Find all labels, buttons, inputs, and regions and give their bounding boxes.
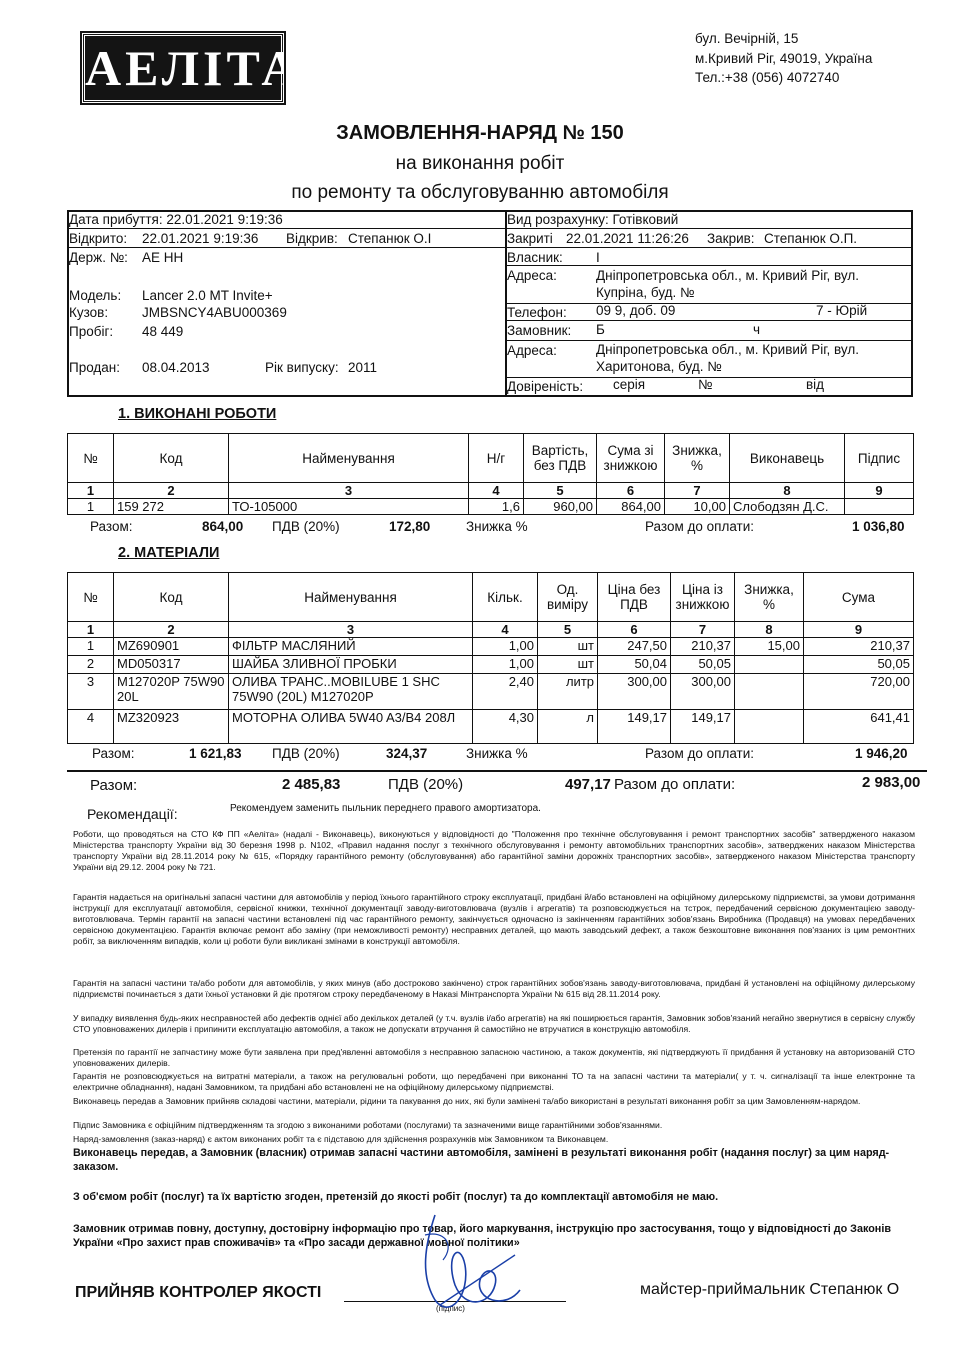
mat-cell: шт — [538, 638, 598, 656]
mat-cell: 1,00 — [473, 638, 538, 656]
works-col-hours: Н/г — [469, 434, 524, 483]
mat-cell: 1 — [68, 638, 114, 656]
closed-label: Закриті — [507, 231, 553, 246]
works-cell: 10,00 — [665, 499, 730, 515]
table-row — [68, 674, 914, 710]
mat-cell: 300,00 — [598, 674, 671, 710]
mat-col-unit: Од. виміру — [538, 573, 598, 622]
model-label: Модель: — [69, 288, 122, 303]
mat-colnum: 3 — [229, 622, 473, 638]
phone-label: Телефон: — [507, 305, 567, 320]
works-col-executor: Виконавець — [730, 434, 845, 483]
mat-cell: ОЛИВА ТРАНС..MOBILUBE 1 SHC 75W90 (20L) M127020P — [229, 674, 473, 710]
customer-value: Б — [596, 322, 605, 337]
works-section-title: 1. ВИКОНАНІ РОБОТИ — [118, 406, 277, 422]
terms-paragraph-9: Наряд-замовлення (заказ-наряд) є актом виконаних робіт та є підставою для здійснення розрахунків між Замовником та Виконавцем. — [73, 1134, 609, 1144]
owner-label: Власник: — [507, 250, 563, 265]
company-phone: Тел.:+38 (056) 4072740 — [695, 70, 840, 85]
works-colnum: 3 — [229, 483, 469, 499]
mat-colnum: 7 — [671, 622, 735, 638]
works-col-code: Код — [114, 434, 229, 483]
materials-discount-label: Знижка % — [466, 746, 528, 761]
customer-value-end: ч — [753, 322, 761, 337]
customer-address-label: Адреса: — [507, 343, 557, 358]
customer-label: Замовник: — [507, 323, 572, 338]
mat-cell: 149,17 — [671, 710, 735, 744]
mat-cell: 2 — [68, 656, 114, 674]
works-pay-value: 1 036,80 — [852, 519, 905, 534]
works-cell: 960,00 — [524, 499, 597, 515]
works-total-value: 864,00 — [202, 519, 244, 534]
opened-by-value: Степанюк О.І — [348, 231, 432, 246]
works-cell: 864,00 — [597, 499, 665, 515]
mat-cell — [735, 656, 804, 674]
mileage-value: 48 449 — [142, 324, 184, 339]
table-row — [68, 638, 914, 656]
company-logo: АЕЛІТА — [82, 33, 284, 103]
plate-label: Держ. №: — [69, 250, 128, 265]
terms-paragraph-1: Роботи, що проводяться на СТО КФ ПП «Аеліта» (надалі - Виконавець), виконуються у відповідності до "Положення про технічне обслуговування і ремонт транспортних засобів" затвердженого наказом Міністерства транспорту України від 30 березня 1998 р. N102, «Правил надання послуг з технічного обслуговування і ремонту автомобільних транспортних засобів», затверджених наказом Міністерства транспорту України від 28.11.2014 року № 615, «Порядку гарантійного ремонту (обслуговування) або гарантійної заміни дорожніх транспортних засобів», затвердженого наказом Міністерства транспорту України від 29.12. 2004 року № 721. — [73, 829, 915, 872]
mat-cell: 300,00 — [671, 674, 735, 710]
company-address-street: бул. Вечірній, 15 — [695, 31, 799, 46]
owner-address-line1: Дніпропетровська обл., м. Кривий Ріг, вул. — [596, 268, 859, 283]
terms-paragraph-8: Підпис Замовника є офіційним підтвердженням та згодою з виконаними роботами (послугами) та зазначеними вище гарантійними зобов'язаннями. — [73, 1120, 663, 1130]
mat-cell: 210,37 — [804, 638, 914, 656]
materials-section-title: 2. МАТЕРІАЛИ — [118, 545, 220, 561]
works-cell: ТО-105000 — [229, 499, 469, 515]
works-col-discounted: Сума зі знижкою — [597, 434, 665, 483]
works-pay-label: Разом до оплати: — [645, 519, 755, 534]
sold-value: 08.04.2013 — [142, 360, 210, 375]
table-row — [68, 656, 914, 674]
works-vat-label: ПДВ (20%) — [272, 519, 340, 534]
year-value: 2011 — [348, 360, 378, 375]
mat-col-name: Найменування — [229, 573, 473, 622]
works-vat-value: 172,80 — [389, 519, 431, 534]
body-label: Кузов: — [69, 305, 109, 320]
phone-contact: 7 - Юрій — [816, 303, 868, 318]
mat-cell: 4 — [68, 710, 114, 744]
signature-image — [395, 1205, 535, 1325]
mat-col-qty: Кільк. — [473, 573, 538, 622]
works-colnum: 8 — [730, 483, 845, 499]
signature-hint: (підпис) — [436, 1304, 465, 1313]
grand-vat-value: 497,17 — [565, 776, 611, 793]
closed-value: 22.01.2021 11:26:26 — [566, 231, 689, 246]
opened-by-label: Відкрив: — [286, 231, 338, 246]
mat-col-discount: Знижка, % — [735, 573, 804, 622]
works-colnum: 4 — [469, 483, 524, 499]
grand-total-label: Разом: — [90, 777, 138, 794]
mat-cell: MZ320923 — [114, 710, 229, 744]
mat-colnum: 2 — [114, 622, 229, 638]
opened-label: Відкрито: — [69, 231, 128, 246]
year-label: Рік випуску: — [265, 360, 339, 375]
mat-cell: 50,05 — [671, 656, 735, 674]
terms-bold-3: Замовник отримав повну, доступну, достовірну інформацію про товар, його маркування, інструкцію про застосування, тощо у відповідності до Законів України «Про захист прав споживачів» та «Про засади державної мовної політики» — [73, 1223, 891, 1249]
works-col-discount: Знижка, % — [665, 434, 730, 483]
closed-by-label: Закрив: — [707, 231, 755, 246]
grand-vat-label: ПДВ (20%) — [388, 776, 464, 793]
mat-cell: 4,30 — [473, 710, 538, 744]
terms-paragraph-5: Претензія по гарантії не запчастину може бути заявлена при пред'явленні автомобіля з несправною запасною частиною, а також документів, які підтверджують її придбання й установку на авторизованій СТО уповноважених дилерів. — [73, 1047, 915, 1068]
materials-vat-label: ПДВ (20%) — [272, 746, 340, 761]
recommendations-text: Рекомендуем заменить пыльник переднего правого амортизатора. — [230, 803, 541, 814]
materials-total-label: Разом: — [92, 746, 135, 761]
table-row — [68, 499, 914, 515]
body-value: JMBSNCY4ABU000369 — [142, 305, 287, 320]
arrival-date: Дата прибуття: 22.01.2021 9:19:36 — [69, 212, 283, 227]
mat-cell: 2,40 — [473, 674, 538, 710]
mat-cell: 3 — [68, 674, 114, 710]
owner-address-label: Адреса: — [507, 268, 557, 283]
works-cell — [845, 499, 914, 515]
works-cell: Слободзян Д.С. — [730, 499, 845, 515]
mat-cell: MZ690901 — [114, 638, 229, 656]
mat-colnum: 4 — [473, 622, 538, 638]
quality-controller-label: ПРИЙНЯВ КОНТРОЛЕР ЯКОСТІ — [75, 1284, 322, 1301]
poa-from: від — [806, 377, 825, 392]
terms-bold-2: З об'ємом робіт (послуг) та їх вартістю згоден, претензій до якості робіт (послуг) та до комплектації автомобіля не маю. — [73, 1191, 719, 1203]
mat-cell — [735, 710, 804, 744]
works-cell: 159 272 — [114, 499, 229, 515]
works-col-num: № — [68, 434, 114, 483]
works-col-name: Найменування — [229, 434, 469, 483]
mat-col-num: № — [68, 573, 114, 622]
sold-label: Продан: — [69, 360, 121, 375]
owner-value: І — [596, 250, 600, 265]
terms-paragraph-2: Гарантія надається на оригінальні запасні частини для автомобілів у період їхнього гарантійного строку експлуатації, придбані й/або встановлені на офіційному дилерському підприємстві, за умови дотримання інструкції для експлуатації автомобіля, сервісної книжки, технічної документації заводу-виготовлювача (вузлів і агрегатів) та розповсюджується на тстрок, передбачений сервісною документацією заводу-виготовлювача. Термін гарантії на запасні частини встановлені під час гарантійного ремонту, закінчується одночасно із закінченням гарантійних зобов'язань Виробника (Продавця) на умовах передбачених сервісною документацією. Гарантія включає ремонт або заміну (при неможливості ремонту) несправних деталей, що мають заводський дефект, а також безкоштовне виконання пов'язаних із цим ремонтних робіт, за виключенням випадків, коли ці роботи були викликані змінами в конструкції автомобіля. — [73, 892, 915, 946]
works-discount-label: Знижка % — [466, 519, 528, 534]
works-table — [67, 433, 914, 515]
terms-paragraph-6: Гарантія не розповсюджується на витратні матеріали, а також на регулювальні роботи, що передбачені при виконанні ТО та на запасні частини та матеріали( у т. ч. сигналізації та інше електронне та електричне обладнання), надані Замовником, та придбані або встановлені не на офіційному дилерському підприємстві. — [73, 1071, 915, 1092]
customer-address-line2: Харитонова, буд. № — [596, 359, 722, 374]
materials-vat-value: 324,37 — [386, 746, 428, 761]
materials-total-value: 1 621,83 — [189, 746, 242, 761]
mat-cell: 15,00 — [735, 638, 804, 656]
master-receiver-label: майстер-приймальник Степанюк О — [640, 1281, 900, 1298]
works-colnum: 7 — [665, 483, 730, 499]
works-total-label: Разом: — [90, 519, 133, 534]
mat-cell: л — [538, 710, 598, 744]
mat-col-code: Код — [114, 573, 229, 622]
mat-cell: 1,00 — [473, 656, 538, 674]
mat-cell: M127020P 75W90 20L — [114, 674, 229, 710]
power-of-attorney-label: Довіреність: — [507, 379, 584, 394]
mat-cell — [735, 674, 804, 710]
mat-col-sum: Сума — [804, 573, 914, 622]
mat-cell: MD050317 — [114, 656, 229, 674]
mat-cell: 720,00 — [804, 674, 914, 710]
mat-cell: 641,41 — [804, 710, 914, 744]
materials-pay-label: Разом до оплати: — [645, 746, 755, 761]
works-colnum: 1 — [68, 483, 114, 499]
mat-cell: 210,37 — [671, 638, 735, 656]
mat-cell: 247,50 — [598, 638, 671, 656]
table-row — [68, 710, 914, 744]
terms-bold-1: Виконавець передав, а Замовник (власник) отримав запасні частини автомобіля, замінені в результаті виконання робіт (надання послуг) за цим наряд-заказом. — [73, 1147, 890, 1173]
document-subtitle-2: по ремонту та обслуговуванню автомобіля — [291, 182, 669, 203]
document-subtitle: на виконання робіт — [395, 153, 565, 174]
mat-colnum: 9 — [804, 622, 914, 638]
plate-value: АЕ НН — [142, 250, 184, 265]
owner-address-line2: Купріна, буд. № — [596, 285, 695, 300]
opened-value: 22.01.2021 9:19:36 — [142, 231, 259, 246]
grand-pay-label: Разом до оплати: — [614, 776, 736, 793]
grand-total-value: 2 485,83 — [282, 776, 341, 793]
phone-value: 09 9, доб. 09 — [596, 303, 676, 318]
works-colnum: 5 — [524, 483, 597, 499]
mat-cell: 50,04 — [598, 656, 671, 674]
works-col-signature: Підпис — [845, 434, 914, 483]
poa-number: № — [698, 377, 713, 392]
terms-paragraph-3: Гарантія на запасні частини та/або роботи для автомобілів, у яких минув (або достроково закінчено) строк гарантійних зобов'язань заводу-виготовлювача, придбані й установлені на офіційному дилерському підприємстві починається з дати їхньої установки й діє протягом строку передбаченому в Наказі Мінтранспорта України № 615 від 28.11.2014 року. — [73, 978, 915, 999]
mat-colnum: 5 — [538, 622, 598, 638]
works-cell: 1 — [68, 499, 114, 515]
works-colnum: 9 — [845, 483, 914, 499]
works-cell: 1,6 — [469, 499, 524, 515]
works-colnum: 2 — [114, 483, 229, 499]
mat-colnum: 8 — [735, 622, 804, 638]
works-col-price: Вартість, без ПДВ — [524, 434, 597, 483]
payment-type: Вид розрахунку: Готівковий — [507, 212, 679, 227]
grand-pay-value: 2 983,00 — [862, 774, 921, 791]
terms-paragraph-4: У випадку виявлення будь-яких несправностей або дефектів однієї або декількох деталей (у т.ч. вузлів і/або агрегатів) на які поширюється гарантія, Замовник зобов'язаний негайно звернутися в сервісну службу СТО уповноважених дилерів і припинити експлуатацію автомобіля, а також не допускати втручання й самостійно не втручатися в конструкцію автомобіля. — [73, 1013, 915, 1034]
mat-cell: 50,05 — [804, 656, 914, 674]
poa-series: серія — [613, 377, 646, 392]
recommendations-label: Рекомендації: — [87, 806, 178, 822]
mat-colnum: 6 — [598, 622, 671, 638]
closed-by-value: Степанюк О.П. — [764, 231, 858, 246]
mat-cell: ШАЙБА ЗЛИВНОЇ ПРОБКИ — [229, 656, 473, 674]
mat-cell: шт — [538, 656, 598, 674]
mat-cell: ФІЛЬТР МАСЛЯНИЙ — [229, 638, 473, 656]
mat-col-discounted: Ціна із знижкою — [671, 573, 735, 622]
mileage-label: Пробіг: — [69, 324, 114, 339]
materials-pay-value: 1 946,20 — [855, 746, 908, 761]
company-address-city: м.Кривий Ріг, 49019, Україна — [695, 51, 873, 66]
mat-cell: литр — [538, 674, 598, 710]
materials-table — [67, 572, 914, 744]
model-value: Lancer 2.0 MT Invite+ — [142, 288, 273, 303]
mat-col-price: Ціна без ПДВ — [598, 573, 671, 622]
mat-cell: 149,17 — [598, 710, 671, 744]
customer-address-line1: Дніпропетровська обл., м. Кривий Ріг, вул. — [596, 342, 859, 357]
terms-paragraph-7: Виконавець передав а Замовник прийняв складові частини, матеріали, рідини та пакування до них, які були замінені та/або використані в результаті виконання робіт за цим Замовленням-нарядом. — [73, 1096, 861, 1106]
mat-colnum: 1 — [68, 622, 114, 638]
works-colnum: 6 — [597, 483, 665, 499]
document-title: ЗАМОВЛЕННЯ-НАРЯД № 150 — [336, 122, 624, 144]
mat-cell: МОТОРНА ОЛИВА 5W40 A3/B4 208Л — [229, 710, 473, 744]
